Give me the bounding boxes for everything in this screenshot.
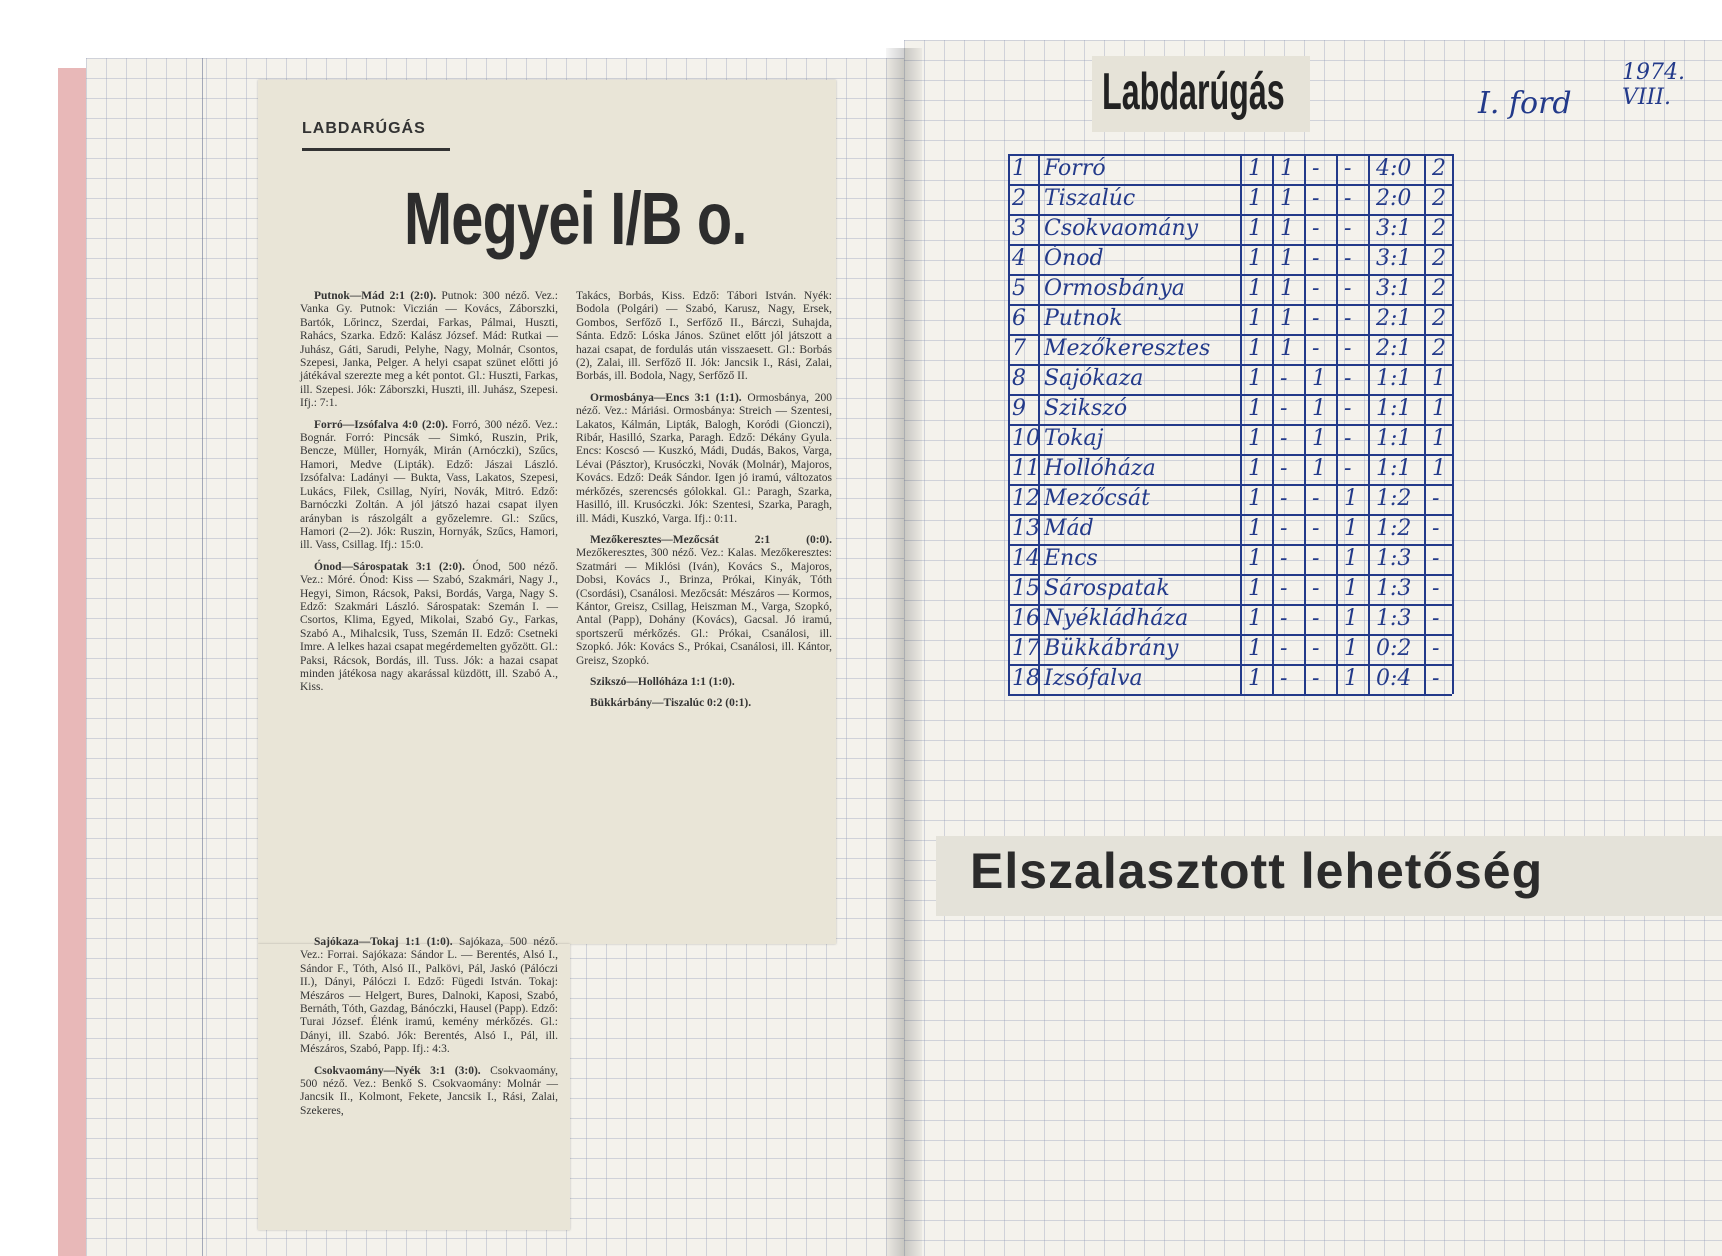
standings-cell-d: - xyxy=(1312,306,1320,331)
notebook-cover-edge xyxy=(58,68,88,1256)
round-note: I. ford xyxy=(1478,86,1572,121)
standings-cell-goals: 1:1 xyxy=(1376,396,1412,421)
standings-cell-d: - xyxy=(1312,666,1320,691)
standings-cell-d: - xyxy=(1312,336,1320,361)
table-row xyxy=(1008,274,1452,304)
standings-cell-w: - xyxy=(1280,666,1288,691)
article-column-3 xyxy=(300,936,558,1126)
standings-cell-goals: 3:1 xyxy=(1376,246,1412,271)
clipping-headline: Megyei I/B o. xyxy=(404,177,747,260)
standings-cell-l: - xyxy=(1344,216,1352,241)
table-row xyxy=(1008,154,1452,184)
standings-cell-goals: 3:1 xyxy=(1376,276,1412,301)
table-row xyxy=(1008,304,1452,334)
standings-cell-goals: 1:3 xyxy=(1376,546,1412,571)
table-row xyxy=(1008,514,1452,544)
standings-cell-goals: 2:0 xyxy=(1376,186,1412,211)
standings-cell-d: 1 xyxy=(1312,366,1326,391)
standings-cell-d: - xyxy=(1312,606,1320,631)
standings-cell-l: 1 xyxy=(1344,636,1358,661)
standings-cell-p: 1 xyxy=(1248,666,1262,691)
standings-cell-pos: 11 xyxy=(1012,456,1040,481)
standings-cell-team: Ónod xyxy=(1044,246,1104,271)
match-report xyxy=(576,392,832,526)
standings-cell-team: Bükkábrány xyxy=(1044,636,1179,661)
standings-cell-l: - xyxy=(1344,456,1352,481)
standings-cell-pts: 1 xyxy=(1432,396,1446,421)
match-report-body: Sajókaza, 500 néző. Vez.: Forrai. Sajókaza: Sándor L. — Berentés, Alsó I., Sándor F., Tóth, Alsó II., Palkövi, Pál, Jaskó (Pálóczi II.), Dányi, Pálóczi I. Edző: Fügedi István. Tokaj: Mészáros — Helgert, Bures, Dalnoki, Kaposi, Szabó, Bernáth, Tóth, Gazdag, Bánóczki, Hausel (Papp). Edző: Turai József. Élénk iramú, kemény mérkőzés. Gl.: Dányi, ill. Szabó. Jók: Berentés, Alsó I., Pál, ill. Mészáros, Szabó, Papp. Ifj.: 4:3. xyxy=(300,936,559,1056)
labdarugas-label: Labdarúgás xyxy=(1102,63,1285,121)
standings-cell-goals: 1:3 xyxy=(1376,606,1412,631)
standings-cell-pts: - xyxy=(1432,546,1440,571)
standings-cell-d: - xyxy=(1312,246,1320,271)
standings-cell-l: 1 xyxy=(1344,666,1358,691)
match-report-body: Mezőkeresztes, 300 néző. Vez.: Kalas. Mezőkeresztes: Szatmári — Miklósi (Iván), Kovács S., Majoros, Dobsi, Kovács J., Brinza, Prókai, Kinyák, Tóth (Csordási), Csanálosi. Mezőcsát: Mészáros — Kormos, Kántor, Greisz, Csillag, Heiszman M., Varga, Szopkó, Antal (Papp), Dohány (Kovács), Gacsal. Jó iramú, sportszerű mérkőzés. Gl.: Prókai, Csanálosi, ill. Szopkó. Jók: Kovács S., Prókai, Csanálosi, ill. Kántor, Greisz, Szopkó. xyxy=(576,547,832,667)
standings-cell-goals: 1:1 xyxy=(1376,426,1412,451)
table-row xyxy=(1008,184,1452,214)
standings-cell-team: Izsófalva xyxy=(1044,666,1143,691)
standings-cell-l: - xyxy=(1344,306,1352,331)
match-report-body: Takács, Borbás, Kiss. Edző: Tábori István. Nyék: Bodola (Polgári) — Szabó, Karusz, Nagy, Ersek, Gombos, Serfőző I., Serfőző II., Bárczi, Suhajda, Sánta. Edző: Lóska János. Szünet előtt jól játszott a hazai csapat, de fordulás után visszaesett. Gl.: Borbás (2), Zalai, ill. Serfőző II. Jók: Jancsik I., Rási, Zalai, Borbás, ill. Bodola, Nagy, Serfőző II. xyxy=(576,290,832,383)
table-row xyxy=(1008,544,1452,574)
standings-cell-l: - xyxy=(1344,156,1352,181)
standings-cell-pts: 1 xyxy=(1432,456,1446,481)
standings-cell-goals: 3:1 xyxy=(1376,216,1412,241)
article-column-1 xyxy=(300,290,558,703)
table-row-line xyxy=(1008,694,1452,696)
standings-cell-pts: - xyxy=(1432,636,1440,661)
standings-cell-l: 1 xyxy=(1344,546,1358,571)
standings-cell-goals: 2:1 xyxy=(1376,306,1412,331)
standings-cell-d: - xyxy=(1312,156,1320,181)
standings-cell-l: 1 xyxy=(1344,576,1358,601)
standings-cell-w: 1 xyxy=(1280,246,1294,271)
table-row xyxy=(1008,454,1452,484)
standings-cell-goals: 0:4 xyxy=(1376,666,1412,691)
standings-cell-pos: 14 xyxy=(1012,546,1040,571)
standings-cell-pts: 2 xyxy=(1432,156,1446,181)
standings-cell-pos: 2 xyxy=(1012,186,1026,211)
standings-cell-team: Mezőcsát xyxy=(1044,486,1150,511)
standings-cell-goals: 1:2 xyxy=(1376,516,1412,541)
standings-cell-p: 1 xyxy=(1248,366,1262,391)
match-report-title: Putnok—Mád 2:1 (2:0). xyxy=(314,290,437,302)
standings-cell-p: 1 xyxy=(1248,156,1262,181)
match-report-title: Bükkárbány—Tiszalúc 0:2 (0:1). xyxy=(590,697,752,710)
date-note: 1974. VIII. xyxy=(1622,60,1685,110)
standings-cell-team: Mezőkeresztes xyxy=(1044,336,1211,361)
standings-cell-pos: 17 xyxy=(1012,636,1040,661)
standings-cell-d: 1 xyxy=(1312,396,1326,421)
standings-cell-team: Sárospatak xyxy=(1044,576,1170,601)
table-row xyxy=(1008,484,1452,514)
match-report-title: Sajókaza—Tokaj 1:1 (1:0). xyxy=(314,936,453,948)
standings-cell-w: - xyxy=(1280,576,1288,601)
standings-cell-goals: 0:2 xyxy=(1376,636,1412,661)
match-report-body: Forró, 300 néző. Vez.: Bognár. Forró: Pincsák — Simkó, Ruszin, Prik, Bencze, Müller, Hornyák, Mirán (Arnóczki), Szűcs, Hamori, Medve (Lipták). Edző: Jászai László. Izsófalva: Ladányi — Bukta, Vass, Lakatos, Szepesi, Lukács, Filek, Csillag, Nyíri, Novák, Mitró. Edző: Barnóczki Zoltán. A jól játszó hazai csapat ilyen arányban is rászolgált a győzelemre. Gl.: Szűcs, Hamori (2—2). Jók: Ruszin, Hornyák, Szűcs, Hamori, ill. Vass, Csillag. Ifj.: 15:0. xyxy=(300,418,558,552)
match-report-body: Putnok: 300 néző. Vez.: Vanka Gy. Putnok: Viczián — Kovács, Záborszki, Bartók, Lőrincz, Szerdai, Farkas, Pálmai, Huszti, Rahács, Szarka. Edző: Kalász József. Mád: Rutkai — Juhász, Gáti, Sarudi, Pelyhe, Nagy, Molnár, Csontos, Szepesi, Janka, Pelger. A helyi csapat szünet előtti jó játékával szerezte meg a két pontot. Gl.: Huszti, Farkas, ill. Szepesi. Jók: Záborszki, Huszti, ill. Juhász, Szepesi. Ifj.: 7:1. xyxy=(300,290,558,410)
match-report-title: Csokvaomány—Nyék 3:1 (3:0). xyxy=(314,1064,481,1077)
match-report-title: Szikszó—Hollóháza 1:1 (1:0). xyxy=(590,675,735,688)
standings-cell-pts: 2 xyxy=(1432,306,1446,331)
standings-cell-d: - xyxy=(1312,276,1320,301)
match-report xyxy=(300,419,558,553)
standings-cell-p: 1 xyxy=(1248,336,1262,361)
standings-cell-d: - xyxy=(1312,576,1320,601)
standings-cell-goals: 1:2 xyxy=(1376,486,1412,511)
standings-cell-d: - xyxy=(1312,186,1320,211)
standings-cell-pts: - xyxy=(1432,486,1440,511)
standings-cell-team: Nyékládháza xyxy=(1044,606,1189,631)
standings-cell-team: Forró xyxy=(1044,156,1106,181)
standings-cell-l: 1 xyxy=(1344,486,1358,511)
standings-cell-team: Encs xyxy=(1044,546,1098,571)
standings-cell-w: - xyxy=(1280,516,1288,541)
standings-cell-team: Csokvaomány xyxy=(1044,216,1199,241)
match-report xyxy=(576,534,832,668)
standings-cell-w: 1 xyxy=(1280,336,1294,361)
standings-cell-w: - xyxy=(1280,396,1288,421)
match-report xyxy=(576,290,832,384)
table-row xyxy=(1008,244,1452,274)
standings-cell-d: 1 xyxy=(1312,456,1326,481)
standings-cell-team: Tiszalúc xyxy=(1044,186,1136,211)
standings-cell-d: - xyxy=(1312,516,1320,541)
standings-cell-goals: 2:1 xyxy=(1376,336,1412,361)
standings-cell-d: - xyxy=(1312,546,1320,571)
standings-cell-pts: - xyxy=(1432,516,1440,541)
standings-cell-p: 1 xyxy=(1248,486,1262,511)
standings-cell-pos: 4 xyxy=(1012,246,1026,271)
standings-cell-pts: 2 xyxy=(1432,336,1446,361)
standings-cell-p: 1 xyxy=(1248,246,1262,271)
match-report-title: Mezőkeresztes—Mezőcsát 2:1 (0:0). xyxy=(590,533,832,546)
table-row xyxy=(1008,604,1452,634)
standings-cell-w: 1 xyxy=(1280,156,1294,181)
standings-cell-pos: 12 xyxy=(1012,486,1040,511)
match-report xyxy=(300,290,558,411)
match-report-body: Csokvaomány, 500 néző. Vez.: Benkő S. Csokvaomány: Molnár — Jancsik II., Kolmont, Fekete, Jancsik I., Rási, Zalai, Szekeres, xyxy=(300,1064,558,1117)
match-report-title: Ormosbánya—Encs 3:1 (1:1). xyxy=(590,391,742,404)
table-row xyxy=(1008,664,1452,694)
match-report xyxy=(576,697,832,710)
standings-cell-p: 1 xyxy=(1248,276,1262,301)
standings-cell-team: Tokaj xyxy=(1044,426,1104,451)
standings-cell-w: 1 xyxy=(1280,186,1294,211)
standings-cell-team: Hollóháza xyxy=(1044,456,1156,481)
standings-cell-p: 1 xyxy=(1248,576,1262,601)
notebook-gutter xyxy=(886,48,922,1256)
standings-cell-pts: 2 xyxy=(1432,216,1446,241)
table-row xyxy=(1008,364,1452,394)
standings-cell-p: 1 xyxy=(1248,456,1262,481)
standings-cell-l: - xyxy=(1344,426,1352,451)
standings-cell-pts: 2 xyxy=(1432,276,1446,301)
standings-cell-team: Mád xyxy=(1044,516,1094,541)
standings-cell-pts: 1 xyxy=(1432,366,1446,391)
standings-cell-l: 1 xyxy=(1344,606,1358,631)
match-report xyxy=(300,561,558,695)
standings-cell-pos: 10 xyxy=(1012,426,1040,451)
table-row xyxy=(1008,574,1452,604)
standings-cell-p: 1 xyxy=(1248,186,1262,211)
standings-cell-l: - xyxy=(1344,396,1352,421)
standings-cell-pos: 16 xyxy=(1012,606,1040,631)
standings-cell-pos: 18 xyxy=(1012,666,1040,691)
standings-cell-p: 1 xyxy=(1248,216,1262,241)
standings-cell-pos: 8 xyxy=(1012,366,1026,391)
standings-cell-w: 1 xyxy=(1280,216,1294,241)
standings-cell-d: 1 xyxy=(1312,426,1326,451)
standings-cell-w: - xyxy=(1280,426,1288,451)
standings-cell-goals: 1:1 xyxy=(1376,366,1412,391)
strip-headline: Elszalasztott lehetőség xyxy=(970,843,1544,899)
standings-cell-pos: 7 xyxy=(1012,336,1026,361)
table-row xyxy=(1008,214,1452,244)
table-row xyxy=(1008,334,1452,364)
standings-cell-w: 1 xyxy=(1280,276,1294,301)
standings-cell-p: 1 xyxy=(1248,636,1262,661)
standings-cell-p: 1 xyxy=(1248,426,1262,451)
standings-cell-l: - xyxy=(1344,186,1352,211)
standings-cell-pos: 5 xyxy=(1012,276,1026,301)
standings-cell-pos: 1 xyxy=(1012,156,1026,181)
standings-cell-team: Putnok xyxy=(1044,306,1123,331)
match-report-body: Ónod, 500 néző. Vez.: Móré. Ónod: Kiss — Szabó, Szakmári, Nagy J., Hegyi, Simon, Rácsok, Paksi, Bordás, Varga, Nagy S. Edző: Szakmári László. Sárospatak: Szemán I. — Csortos, Klima, Egyed, Mikolai, Szabó Gy., Farkas, Szabó A., Mihalcsik, Tuss, Szemán II. Edző: Csetneki Imre. A lelkes hazai csapat megérdemelten győzött. Gl.: Paksi, Rácsok, Bordás, ill. Tuss. Jók: a hazai csapat minden játékosa nagy akarással küzdött, ill. Szabó A., Kiss. xyxy=(300,560,559,694)
standings-cell-w: - xyxy=(1280,606,1288,631)
left-margin-line xyxy=(202,58,203,1256)
table-row xyxy=(1008,394,1452,424)
standings-cell-pos: 9 xyxy=(1012,396,1026,421)
standings-cell-team: Szikszó xyxy=(1044,396,1128,421)
standings-cell-l: - xyxy=(1344,366,1352,391)
standings-cell-d: - xyxy=(1312,636,1320,661)
standings-cell-team: Ormosbánya xyxy=(1044,276,1185,301)
standings-cell-goals: 1:3 xyxy=(1376,576,1412,601)
standings-cell-w: - xyxy=(1280,456,1288,481)
standings-cell-l: - xyxy=(1344,336,1352,361)
standings-cell-l: - xyxy=(1344,276,1352,301)
match-report xyxy=(576,676,832,689)
match-report-title: Forró—Izsófalva 4:0 (2:0). xyxy=(314,418,448,431)
match-report-title: Ónod—Sárospatak 3:1 (2:0). xyxy=(314,560,465,573)
standings-cell-pos: 15 xyxy=(1012,576,1040,601)
clipping-section-label: LABDARÚGÁS xyxy=(302,120,426,137)
standings-cell-w: - xyxy=(1280,636,1288,661)
standings-cell-pos: 6 xyxy=(1012,306,1026,331)
table-row xyxy=(1008,634,1452,664)
standings-cell-pts: 2 xyxy=(1432,186,1446,211)
standings-cell-goals: 1:1 xyxy=(1376,456,1412,481)
standings-cell-pos: 13 xyxy=(1012,516,1040,541)
standings-cell-p: 1 xyxy=(1248,306,1262,331)
standings-cell-p: 1 xyxy=(1248,516,1262,541)
standings-cell-p: 1 xyxy=(1248,546,1262,571)
standings-cell-l: - xyxy=(1344,246,1352,271)
match-report xyxy=(300,936,558,1057)
standings-cell-d: - xyxy=(1312,486,1320,511)
match-report-body: Ormosbánya, 200 néző. Vez.: Máriási. Ormosbánya: Streich — Szentesi, Lakatos, Kálmán, Lipták, Balogh, Koródi (Gionczi), Ribár, Hasilló, Szarka, Paragh. Edző: Dékány Gyula. Encs: Koscsó — Kuszkó, Mádi, Dudás, Bakos, Varga, Lévai (Pásztor), Krusóczki, Novák (Molnár), Majoros, Kovács. Edző: Deák Sándor. Igen jó iramú, változatos mérkőzés, szerencsés gólokkal. Gl.: Paragh, Szarka, Hasilló, ill. Krusóczki. Jók: Szentesi, Szarka, Paragh, ill. Mádi, Kuszkó, Varga. Ifj.: 0:11. xyxy=(576,391,832,525)
table-column-line xyxy=(1452,154,1454,694)
standings-cell-w: - xyxy=(1280,366,1288,391)
standings-cell-p: 1 xyxy=(1248,606,1262,631)
standings-cell-p: 1 xyxy=(1248,396,1262,421)
standings-cell-pts: - xyxy=(1432,606,1440,631)
standings-cell-pts: 2 xyxy=(1432,246,1446,271)
standings-cell-pts: 1 xyxy=(1432,426,1446,451)
match-report xyxy=(300,1065,558,1119)
standings-cell-l: 1 xyxy=(1344,516,1358,541)
standings-cell-w: - xyxy=(1280,546,1288,571)
standings-cell-w: 1 xyxy=(1280,306,1294,331)
standings-cell-d: - xyxy=(1312,216,1320,241)
standings-cell-team: Sajókaza xyxy=(1044,366,1144,391)
standings-cell-goals: 4:0 xyxy=(1376,156,1412,181)
standings-cell-w: - xyxy=(1280,486,1288,511)
section-underline xyxy=(302,148,450,151)
standings-cell-pts: - xyxy=(1432,666,1440,691)
table-row xyxy=(1008,424,1452,454)
article-column-2 xyxy=(576,290,832,719)
standings-cell-pos: 3 xyxy=(1012,216,1026,241)
standings-cell-pts: - xyxy=(1432,576,1440,601)
